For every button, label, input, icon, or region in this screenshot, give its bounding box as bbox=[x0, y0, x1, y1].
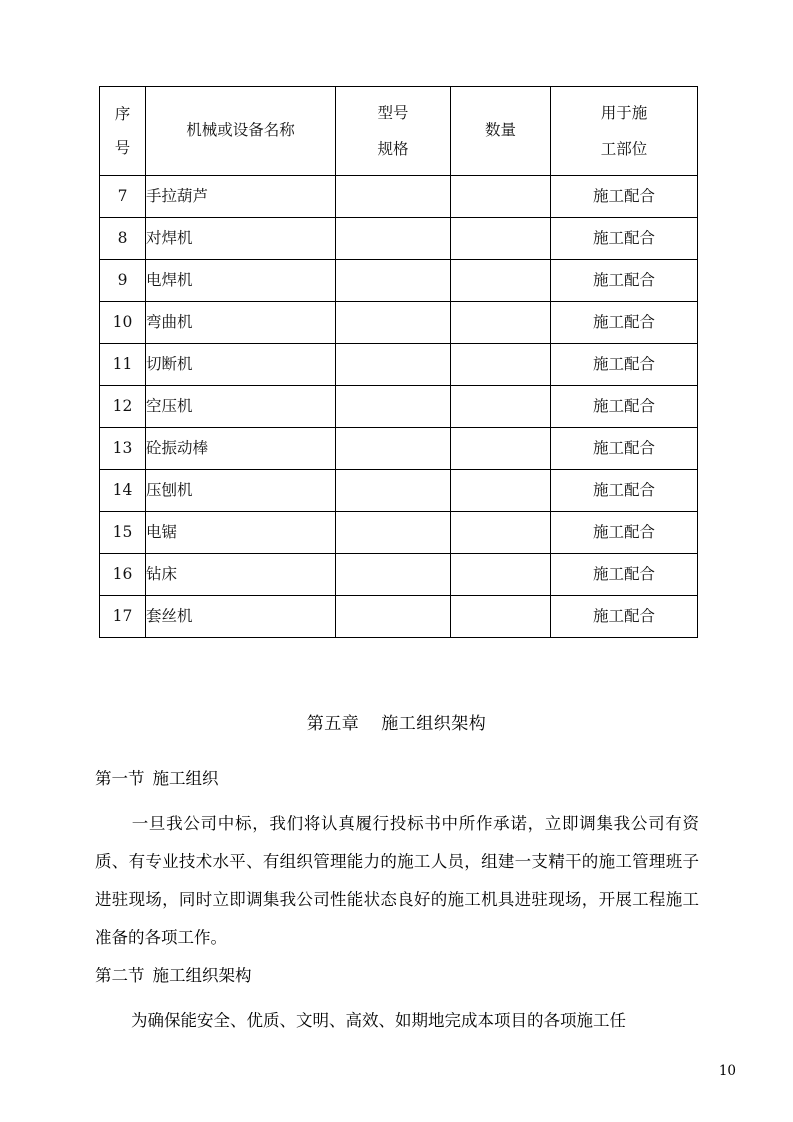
cell-equipment-name: 电锯 bbox=[146, 512, 336, 554]
section-1-number: 第一节 bbox=[95, 769, 145, 788]
cell-model-spec bbox=[336, 302, 451, 344]
cell-model-spec bbox=[336, 176, 451, 218]
cell-quantity bbox=[451, 470, 551, 512]
cell-quantity bbox=[451, 218, 551, 260]
cell-serial-number: 17 bbox=[100, 596, 146, 638]
cell-quantity bbox=[451, 302, 551, 344]
cell-model-spec bbox=[336, 554, 451, 596]
page-number: 10 bbox=[718, 1063, 736, 1079]
cell-usage-location: 施工配合 bbox=[551, 428, 698, 470]
table-header-row bbox=[100, 87, 698, 176]
cell-usage-location: 施工配合 bbox=[551, 470, 698, 512]
section-heading-1 bbox=[95, 765, 219, 789]
cell-model-spec bbox=[336, 428, 451, 470]
cell-usage-location: 施工配合 bbox=[551, 344, 698, 386]
header-model-line1: 型号 bbox=[377, 103, 409, 122]
cell-serial-number: 7 bbox=[100, 176, 146, 218]
section-1-body-text: 一旦我公司中标，我们将认真履行投标书中所作承诺，立即调集我公司有资质、有专业技术水平、有组织管理能力的施工人员，组建一支精干的施工管理班子进驻现场，同时立即调集我公司性能状态良好的施工机具进驻现场，开展工程施工准备的各项工作。 bbox=[95, 814, 699, 947]
cell-usage-location: 施工配合 bbox=[551, 260, 698, 302]
table-row bbox=[100, 260, 698, 302]
header-cell-model-spec bbox=[336, 87, 451, 176]
header-model-line2: 规格 bbox=[377, 140, 409, 158]
cell-usage-location: 施工配合 bbox=[551, 512, 698, 554]
cell-quantity bbox=[451, 344, 551, 386]
cell-serial-number: 13 bbox=[100, 428, 146, 470]
cell-equipment-name: 电焊机 bbox=[146, 260, 336, 302]
table-row bbox=[100, 344, 698, 386]
cell-equipment-name: 切断机 bbox=[146, 344, 336, 386]
table-row bbox=[100, 512, 698, 554]
cell-model-spec bbox=[336, 218, 451, 260]
cell-serial-number: 10 bbox=[100, 302, 146, 344]
section-2-paragraph bbox=[95, 1002, 699, 1040]
section-2-number: 第二节 bbox=[95, 966, 145, 985]
header-equipment-name-label: 机械或设备名称 bbox=[186, 121, 295, 140]
table-body bbox=[100, 176, 698, 638]
cell-quantity bbox=[451, 596, 551, 638]
table-row bbox=[100, 596, 698, 638]
cell-quantity bbox=[451, 512, 551, 554]
cell-model-spec bbox=[336, 344, 451, 386]
cell-equipment-name: 砼振动棒 bbox=[146, 428, 336, 470]
header-quantity-label: 数量 bbox=[484, 121, 516, 140]
cell-quantity bbox=[451, 386, 551, 428]
table-row bbox=[100, 470, 698, 512]
chapter-number: 第五章 bbox=[306, 714, 360, 734]
table-header bbox=[100, 87, 698, 176]
cell-model-spec bbox=[336, 386, 451, 428]
section-heading-2 bbox=[95, 962, 252, 986]
cell-serial-number: 16 bbox=[100, 554, 146, 596]
cell-equipment-name: 对焊机 bbox=[146, 218, 336, 260]
cell-usage-location: 施工配合 bbox=[551, 596, 698, 638]
cell-usage-location: 施工配合 bbox=[551, 386, 698, 428]
equipment-table bbox=[99, 86, 698, 638]
cell-serial-number: 12 bbox=[100, 386, 146, 428]
section-2-title: 施工组织架构 bbox=[152, 966, 252, 985]
table-row bbox=[100, 218, 698, 260]
cell-model-spec bbox=[336, 260, 451, 302]
cell-serial-number: 14 bbox=[100, 470, 146, 512]
header-cell-quantity bbox=[451, 87, 551, 176]
cell-serial-number: 15 bbox=[100, 512, 146, 554]
header-cell-equipment-name bbox=[146, 87, 336, 176]
table-row bbox=[100, 302, 698, 344]
cell-usage-location: 施工配合 bbox=[551, 176, 698, 218]
cell-equipment-name: 钻床 bbox=[146, 554, 336, 596]
cell-serial-number: 11 bbox=[100, 344, 146, 386]
section-1-title: 施工组织 bbox=[152, 769, 219, 788]
header-cell-serial-number bbox=[100, 87, 146, 176]
cell-quantity bbox=[451, 260, 551, 302]
cell-usage-location: 施工配合 bbox=[551, 302, 698, 344]
header-usage-line2: 工部位 bbox=[600, 140, 648, 158]
cell-equipment-name: 手拉葫芦 bbox=[146, 176, 336, 218]
cell-model-spec bbox=[336, 512, 451, 554]
header-usage-line1: 用于施 bbox=[600, 103, 648, 122]
cell-equipment-name: 空压机 bbox=[146, 386, 336, 428]
header-cell-usage-location bbox=[551, 87, 698, 176]
cell-quantity bbox=[451, 176, 551, 218]
cell-usage-location: 施工配合 bbox=[551, 218, 698, 260]
cell-usage-location: 施工配合 bbox=[551, 554, 698, 596]
section-2-body-text: 为确保能安全、优质、文明、高效、如期地完成本项目的各项施工任 bbox=[131, 1011, 626, 1030]
table-row bbox=[100, 428, 698, 470]
cell-serial-number: 9 bbox=[100, 260, 146, 302]
cell-equipment-name: 套丝机 bbox=[146, 596, 336, 638]
cell-equipment-name: 压刨机 bbox=[146, 470, 336, 512]
table-row bbox=[100, 554, 698, 596]
cell-quantity bbox=[451, 428, 551, 470]
header-serial-line1: 序 bbox=[114, 104, 131, 123]
cell-model-spec bbox=[336, 596, 451, 638]
cell-equipment-name: 弯曲机 bbox=[146, 302, 336, 344]
cell-model-spec bbox=[336, 470, 451, 512]
table-row bbox=[100, 176, 698, 218]
chapter-title-text: 施工组织架构 bbox=[381, 714, 487, 734]
cell-serial-number: 8 bbox=[100, 218, 146, 260]
header-serial-line2: 号 bbox=[114, 139, 131, 157]
chapter-title bbox=[0, 709, 793, 734]
table-row bbox=[100, 386, 698, 428]
section-1-paragraph bbox=[95, 805, 699, 957]
cell-quantity bbox=[451, 554, 551, 596]
